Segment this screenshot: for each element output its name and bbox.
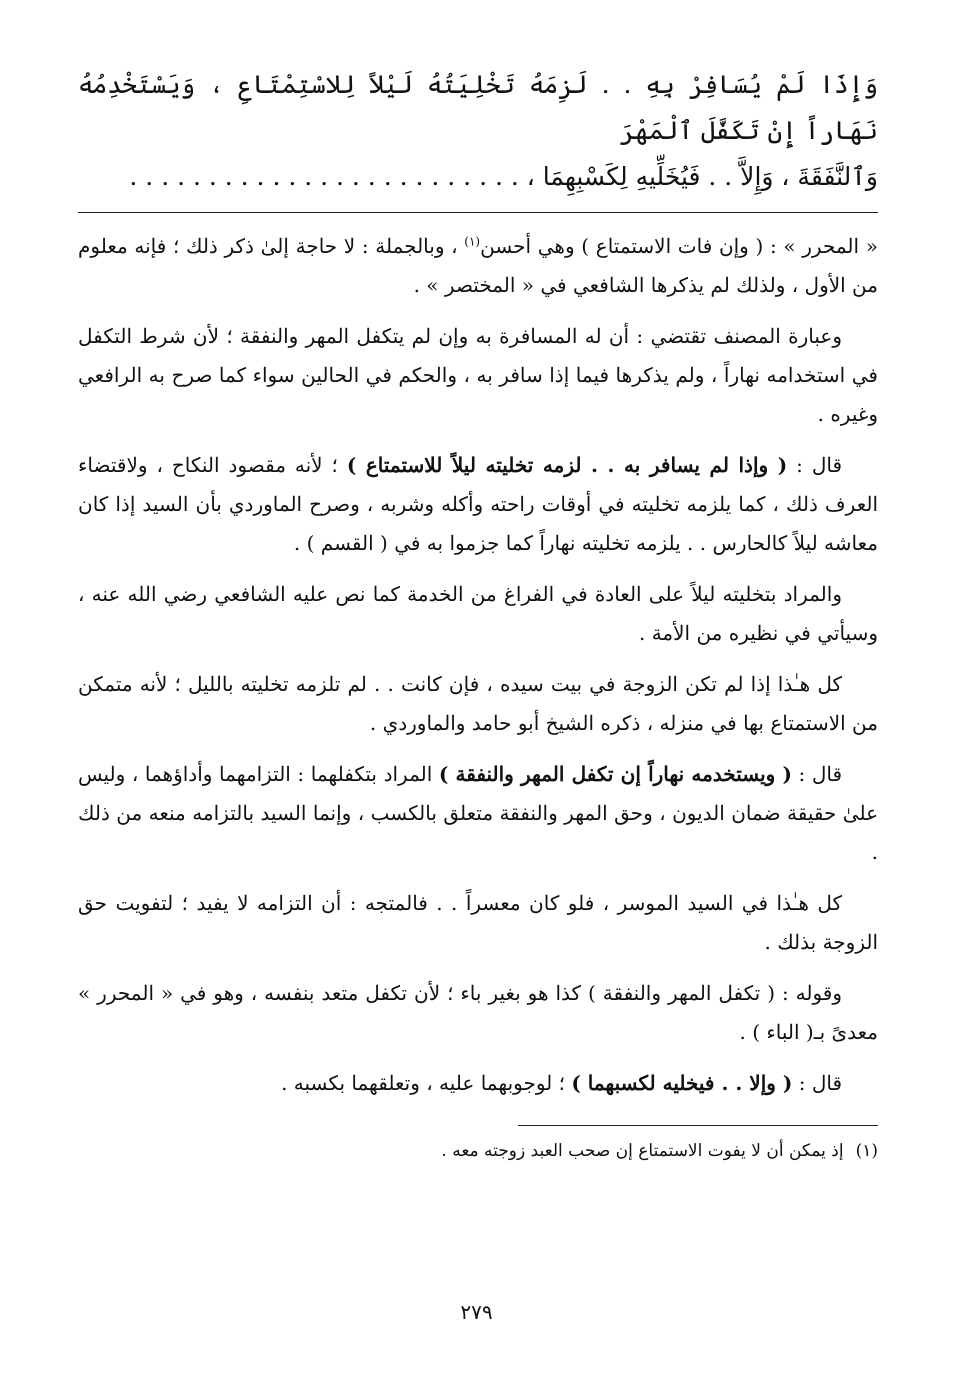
paragraph-3-quote: ( وإذا لم يسافر به . . لزمه تخليته ليلاً للاستمتاع ) [346, 453, 788, 477]
footnote-rule [518, 1125, 878, 1126]
main-text-line-1: وَإِذَا لَمْ يُسَافِرْ بِهِ . . لَزِمَهُ تَخْلِيَتُهُ لَيْلاً لِلاسْتِمْتَاعِ ، وَيَسْتَخْدِمُهُ نَهَاراً إِنْ تَكَفَّلَ ٱلْمَهْرَ [78, 70, 878, 145]
paragraph-1-text-a: « المحرر » : ( وإن فات الاستمتاع ) وهي أحسن [480, 234, 878, 258]
paragraph-6-pre: قال : [791, 762, 843, 786]
footnote-text: إذ يمكن أن لا يفوت الاستمتاع إن صحب العبد زوجته معه . [441, 1141, 844, 1161]
paragraph-4: والمراد بتخليته ليلاً على العادة في الفراغ من الخدمة كما نص عليه الشافعي رضي الله عنه ، وسيأتي في نظيره من الأمة . [78, 582, 878, 645]
paragraph-3-pre: قال : [787, 453, 843, 477]
main-text-dots: . . . . . . . . . . . . . . . . . . . . . . . . . [129, 162, 519, 191]
paragraph-3-post: ؛ لأنه مقصود النكاح ، ولاقتضاء العرف ذلك ، كما يلزمه تخليته في أوقات راحته وأكله وشربه ، وصرح الماوردي بأن السيد إذا كان معاشه ليلاً كالحارس . . يلزمه تخليته نهاراً كما جزموا به في ( القسم ) . [78, 453, 878, 555]
main-text-line-2 [78, 154, 878, 200]
main-text-line-2-words: وَٱلنَّفَقَةَ ، وَإِلاَّ . . فَيُخَلِّيهِ لِكَسْبِهِمَا ، [526, 162, 878, 191]
commentary [78, 227, 878, 1103]
paragraph-9-pre: قال : [792, 1071, 842, 1095]
paragraph-6-quote: ( ويستخدمه نهاراً إن تكفل المهر والنفقة ) [438, 762, 792, 786]
paragraph-9-post: ؛ لوجوبهما عليه ، وتعلقهما بكسبه . [281, 1071, 572, 1095]
footnote-ref: (١) [464, 234, 481, 249]
paragraph-6-post: المراد بتكفلهما : التزامهما وأداؤهما ، وليس علىٰ حقيقة ضمان الديون ، وحق المهر والنفقة متعلق بالكسب ، وإنما السيد بالتزامه منعه من ذلك . [78, 762, 878, 864]
main-text [78, 62, 878, 200]
separator-rule [78, 212, 878, 213]
paragraph-1 [78, 227, 878, 305]
footnote-number: (١) [855, 1141, 878, 1161]
paragraph-3 [78, 446, 878, 563]
book-page [78, 62, 878, 1166]
paragraph-6 [78, 755, 878, 872]
paragraph-7: كل هـٰذا في السيد الموسر ، فلو كان معسراً . . فالمتجه : أن التزامه لا يفيد ؛ لتفويت حق الزوجة بذلك . [78, 891, 878, 954]
paragraph-2: وعبارة المصنف تقتضي : أن له المسافرة به وإن لم يتكفل المهر والنفقة ؛ لأن شرط التكفل في استخدامه نهاراً ، ولم يذكرها فيما إذا سافر به ، والحكم في الحالين سواء كما صرح به الرافعي وغيره . [78, 324, 878, 426]
paragraph-9-quote: ( وإلا . . فيخليه لكسبهما ) [571, 1071, 793, 1095]
paragraph-5: كل هـٰذا إذا لم تكن الزوجة في بيت سيده ، فإن كانت . . لم تلزمه تخليته بالليل ؛ لأنه متمكن من الاستمتاع بها في منزله ، ذكره الشيخ أبو حامد والماوردي . [78, 672, 878, 735]
page-number: ٢٧٩ [460, 1300, 493, 1324]
paragraph-1-text-b: ، وبالجملة : لا حاجة إلىٰ ذكر ذلك ؛ فإنه معلوم من الأول ، ولذلك لم يذكرها الشافعي في « المختصر » . [78, 234, 878, 297]
paragraph-8: وقوله : ( تكفل المهر والنفقة ) كذا هو بغير باء ؛ لأن تكفل متعد بنفسه ، وهو في « المحرر » معدىً بـ( الباء ) . [78, 981, 878, 1044]
paragraph-9 [78, 1064, 878, 1103]
footnote [78, 1136, 878, 1166]
